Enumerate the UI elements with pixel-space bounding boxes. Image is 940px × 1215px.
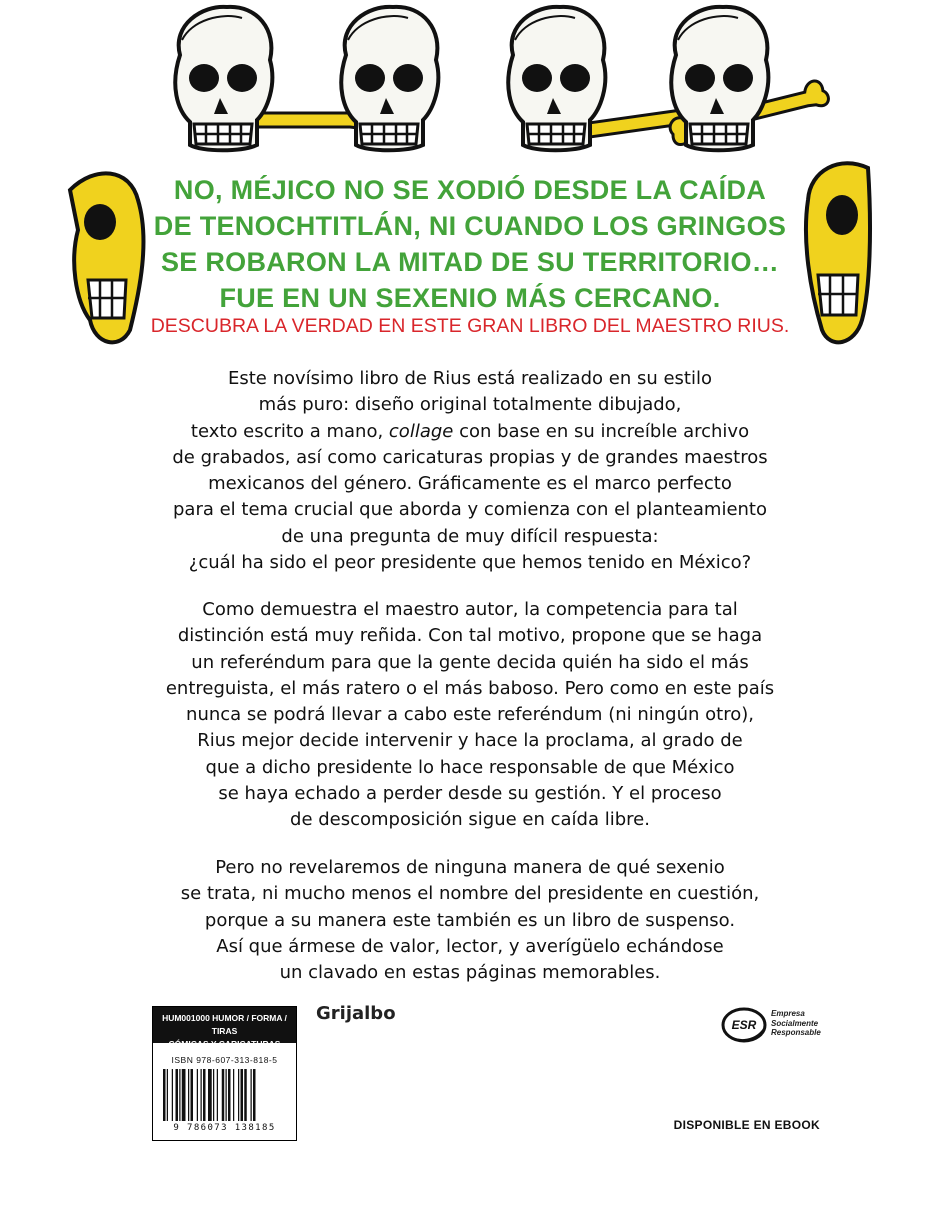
- skull-icon: [175, 7, 272, 150]
- barcode-icon: [163, 1069, 286, 1121]
- esr-line: Responsable: [771, 1028, 821, 1037]
- tagline: DESCUBRA LA VERDAD EN ESTE GRAN LIBRO DEL MAESTRO RIUS.: [150, 315, 790, 337]
- paragraph-line: más puro: diseño original totalmente dibujado,: [258, 394, 682, 416]
- paragraph-line: nunca se podrá llevar a cabo este referéndum (ni ningún otro),: [186, 704, 754, 726]
- esr-line: Empresa: [771, 1009, 805, 1018]
- text-segment: texto escrito a mano,: [190, 420, 389, 442]
- text-segment: con base en su increíble archivo: [453, 420, 750, 442]
- skull-icon: [508, 7, 605, 150]
- paragraph-line: Como demuestra el maestro autor, la competencia para tal: [202, 599, 738, 620]
- paragraph-line: Este novísimo libro de Rius está realizado en su estilo: [228, 368, 712, 389]
- paragraph-line: mexicanos del género. Gráficamente es el marco perfecto: [208, 473, 732, 495]
- isbn-text: ISBN 978-607-313-818-5: [171, 1055, 278, 1065]
- italic-word: collage: [388, 420, 454, 442]
- paragraph-line: un referéndum para que la gente decida quién ha sido el más: [191, 651, 749, 673]
- synopsis-paragraph-1: [100, 366, 840, 576]
- headline-line: DE TENOCHTITLÁN, NI CUANDO LOS GRINGOS: [153, 211, 787, 241]
- ebook-availability: DISPONIBLE EN EBOOK: [673, 1118, 820, 1132]
- paragraph-line: [100, 419, 840, 445]
- paragraph-line: entreguista, el más ratero o el más baboso. Pero como en este país: [165, 677, 775, 699]
- publisher-logo: Grijalbo: [316, 1003, 396, 1024]
- esr-badge: [720, 1005, 840, 1045]
- barcode-digits: 9 786073 138185: [173, 1123, 276, 1133]
- esr-line: Socialmente: [771, 1018, 819, 1028]
- skull-icon: [341, 7, 438, 150]
- esr-label: [771, 1009, 821, 1038]
- paragraph-line: se trata, ni mucho menos el nombre del presidente en cuestión,: [180, 883, 760, 905]
- headline-line: SE ROBARON LA MITAD DE SU TERRITORIO…: [160, 247, 780, 277]
- paragraph-line: distinción está muy reñida. Con tal motivo, propone que se haga: [177, 625, 763, 647]
- paragraph-line: porque a su manera este también es un libro de suspenso.: [204, 909, 736, 931]
- headline-line: FUE EN UN SEXENIO MÁS CERCANO.: [219, 283, 721, 313]
- synopsis-paragraph-3: [100, 855, 840, 986]
- paragraph-line: de descomposición sigue en caída libre.: [290, 809, 650, 831]
- paragraph-line: Pero no revelaremos de ninguna manera de qué sexenio: [215, 857, 725, 878]
- headline-line: NO, MÉJICO NO SE XODIÓ DESDE LA CAÍDA: [173, 175, 767, 205]
- category-line: HUM001000 HUMOR / FORMA / TIRAS: [162, 1013, 287, 1036]
- category-band: [153, 1007, 296, 1049]
- paragraph-line: se haya echado a perder desde su gestión. Y el proceso: [218, 783, 722, 805]
- paragraph-line: de grabados, así como caricaturas propias y de grandes maestros: [172, 446, 768, 468]
- paragraph-line: para el tema crucial que aborda y comienza con el planteamiento: [173, 499, 767, 521]
- paragraph-line: de una pregunta de muy difícil respuesta:: [281, 525, 659, 547]
- esr-logo-icon: [720, 1005, 768, 1045]
- synopsis-paragraph-2: [100, 597, 840, 834]
- barcode-box: [152, 1006, 297, 1141]
- paragraph-line: Así que ármese de valor, lector, y averígüelo echándose: [216, 935, 724, 957]
- category-line: CÓMICAS Y CARICATURAS: [168, 1039, 281, 1049]
- esr-logo-text: ESR: [731, 1018, 757, 1032]
- paragraph-line: que a dicho presidente lo hace responsable de que México: [205, 756, 735, 778]
- paragraph-line: un clavado en estas páginas memorables.: [279, 962, 661, 984]
- skull-icon: [671, 7, 768, 150]
- paragraph-line: Rius mejor decide intervenir y hace la proclama, al grado de: [197, 730, 743, 752]
- paragraph-line: ¿cuál ha sido el peor presidente que hemos tenido en México?: [188, 552, 752, 574]
- headline: [120, 172, 820, 316]
